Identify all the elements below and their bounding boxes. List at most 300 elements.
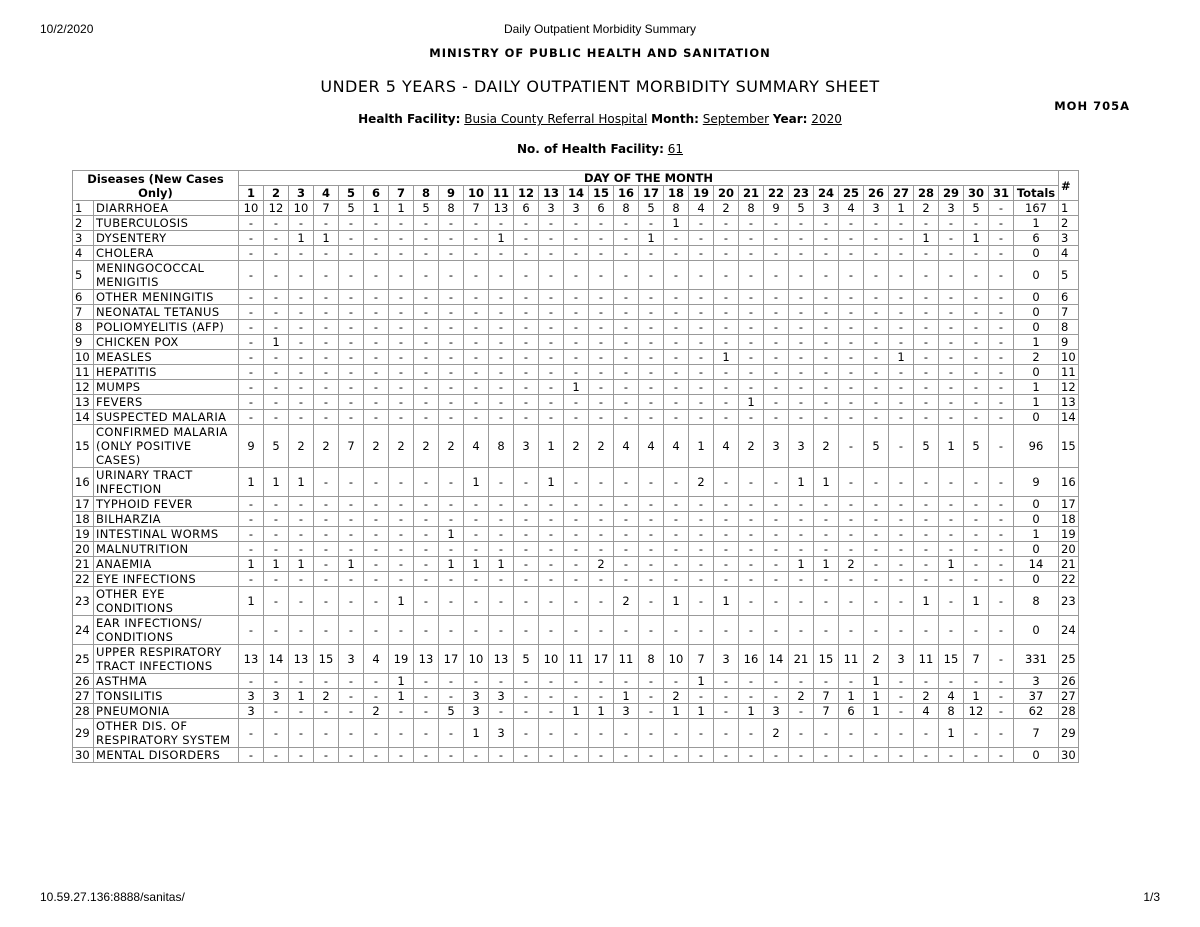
day-count: -: [489, 410, 514, 425]
row-total: 1: [1014, 380, 1059, 395]
disease-name: MEASLES: [94, 350, 239, 365]
day-count: -: [714, 365, 739, 380]
day-count: 4: [939, 689, 964, 704]
day-count: -: [539, 689, 564, 704]
day-count: -: [414, 719, 439, 748]
day-header-15: 15: [589, 186, 614, 201]
row-total: 1: [1014, 216, 1059, 231]
day-count: -: [939, 231, 964, 246]
day-count: -: [789, 380, 814, 395]
day-count: 8: [439, 201, 464, 216]
day-count: -: [639, 748, 664, 763]
day-count: -: [539, 350, 564, 365]
day-count: -: [289, 350, 314, 365]
ministry-heading: MINISTRY OF PUBLIC HEALTH AND SANITATION: [429, 46, 771, 60]
day-count: -: [839, 616, 864, 645]
day-count: -: [714, 320, 739, 335]
day-count: -: [614, 365, 639, 380]
day-count: 3: [614, 704, 639, 719]
day-count: -: [889, 468, 914, 497]
day-count: -: [439, 216, 464, 231]
day-count: -: [814, 748, 839, 763]
table-row: [73, 335, 1079, 350]
table-row: [73, 425, 1079, 468]
day-count: 5: [964, 201, 989, 216]
day-count: -: [864, 587, 889, 616]
day-count: -: [564, 719, 589, 748]
day-count: -: [964, 305, 989, 320]
day-count: 1: [264, 335, 289, 350]
day-count: -: [964, 350, 989, 365]
day-count: -: [639, 365, 664, 380]
day-count: -: [539, 512, 564, 527]
day-count: -: [714, 674, 739, 689]
day-count: -: [839, 512, 864, 527]
day-count: -: [239, 527, 264, 542]
day-count: -: [264, 395, 289, 410]
facility-count-value: 61: [667, 142, 684, 156]
day-header-10: 10: [464, 186, 489, 201]
day-count: -: [414, 689, 439, 704]
day-count: 15: [314, 645, 339, 674]
day-count: 1: [789, 468, 814, 497]
day-count: -: [814, 365, 839, 380]
day-count: -: [539, 261, 564, 290]
day-count: -: [314, 261, 339, 290]
table-row: [73, 527, 1079, 542]
day-count: -: [739, 572, 764, 587]
day-count: -: [939, 335, 964, 350]
day-count: -: [464, 350, 489, 365]
day-count: 9: [764, 201, 789, 216]
day-count: 3: [539, 201, 564, 216]
day-count: 3: [714, 645, 739, 674]
day-count: -: [339, 719, 364, 748]
row-total: 1: [1014, 527, 1059, 542]
day-count: -: [914, 395, 939, 410]
form-code: MOH 705A: [1054, 99, 1130, 113]
day-count: -: [889, 216, 914, 231]
day-count: -: [439, 572, 464, 587]
day-count: 1: [289, 468, 314, 497]
table-row: [73, 689, 1079, 704]
hash-header: #: [1059, 171, 1079, 201]
day-count: -: [639, 572, 664, 587]
day-count: -: [789, 246, 814, 261]
day-count: -: [839, 748, 864, 763]
row-number-right: 12: [1059, 380, 1079, 395]
day-count: -: [539, 395, 564, 410]
day-count: -: [314, 468, 339, 497]
day-count: 2: [564, 425, 589, 468]
disease-name: INTESTINAL WORMS: [94, 527, 239, 542]
row-total: 0: [1014, 305, 1059, 320]
day-count: 1: [889, 201, 914, 216]
day-count: -: [514, 410, 539, 425]
day-count: -: [339, 365, 364, 380]
day-count: -: [539, 719, 564, 748]
day-count: 3: [489, 719, 514, 748]
day-count: -: [689, 246, 714, 261]
day-count: -: [464, 497, 489, 512]
day-count: 3: [264, 689, 289, 704]
day-count: -: [364, 616, 389, 645]
day-count: -: [489, 305, 514, 320]
row-total: 1: [1014, 335, 1059, 350]
day-count: 1: [264, 468, 289, 497]
day-count: -: [614, 261, 639, 290]
day-count: 5: [514, 645, 539, 674]
day-count: 1: [439, 557, 464, 572]
day-count: -: [389, 350, 414, 365]
day-count: -: [689, 497, 714, 512]
day-count: -: [389, 320, 414, 335]
day-count: -: [814, 305, 839, 320]
day-count: -: [239, 542, 264, 557]
day-count: -: [389, 748, 414, 763]
day-count: -: [764, 468, 789, 497]
day-count: -: [339, 246, 364, 261]
disease-name: NEONATAL TETANUS: [94, 305, 239, 320]
day-count: 4: [664, 425, 689, 468]
morbidity-table: [72, 170, 1079, 763]
day-count: -: [839, 572, 864, 587]
day-count: 1: [464, 468, 489, 497]
day-count: -: [464, 395, 489, 410]
sheet-title: UNDER 5 YEARS - DAILY OUTPATIENT MORBIDITY SUMMARY SHEET: [320, 77, 880, 96]
day-count: -: [989, 587, 1014, 616]
row-number-right: 15: [1059, 425, 1079, 468]
day-count: -: [414, 527, 439, 542]
row-number: 15: [73, 425, 94, 468]
day-count: -: [639, 557, 664, 572]
day-count: -: [339, 350, 364, 365]
day-header-2: 2: [264, 186, 289, 201]
disease-name: TUBERCULOSIS: [94, 216, 239, 231]
day-count: -: [589, 231, 614, 246]
day-header-11: 11: [489, 186, 514, 201]
day-count: -: [964, 335, 989, 350]
day-count: -: [264, 572, 289, 587]
day-count: -: [414, 512, 439, 527]
day-count: -: [739, 557, 764, 572]
day-count: -: [389, 395, 414, 410]
day-count: -: [339, 572, 364, 587]
day-count: -: [289, 320, 314, 335]
day-count: 1: [264, 557, 289, 572]
row-number: 1: [73, 201, 94, 216]
day-count: -: [989, 246, 1014, 261]
day-count: -: [864, 246, 889, 261]
day-count: -: [739, 527, 764, 542]
day-count: -: [689, 557, 714, 572]
day-count: -: [314, 674, 339, 689]
table-row: [73, 231, 1079, 246]
day-count: -: [689, 527, 714, 542]
day-count: -: [989, 231, 1014, 246]
day-count: 13: [489, 645, 514, 674]
day-count: 1: [239, 557, 264, 572]
row-number: 29: [73, 719, 94, 748]
day-count: -: [389, 497, 414, 512]
day-count: -: [514, 246, 539, 261]
row-number-right: 1: [1059, 201, 1079, 216]
day-count: -: [939, 527, 964, 542]
day-count: 2: [764, 719, 789, 748]
day-count: -: [239, 512, 264, 527]
day-count: -: [289, 527, 314, 542]
day-count: -: [664, 410, 689, 425]
day-count: -: [914, 616, 939, 645]
day-count: -: [464, 616, 489, 645]
day-count: -: [264, 497, 289, 512]
day-count: 13: [489, 201, 514, 216]
day-count: 10: [664, 645, 689, 674]
day-count: -: [989, 512, 1014, 527]
day-count: -: [439, 320, 464, 335]
day-count: 3: [789, 425, 814, 468]
day-count: -: [914, 527, 939, 542]
day-header-24: 24: [814, 186, 839, 201]
day-count: -: [789, 542, 814, 557]
day-count: -: [364, 587, 389, 616]
day-count: -: [989, 425, 1014, 468]
day-count: -: [789, 261, 814, 290]
day-count: -: [364, 410, 389, 425]
day-count: -: [989, 261, 1014, 290]
day-count: -: [289, 572, 314, 587]
day-count: -: [489, 365, 514, 380]
day-count: -: [589, 290, 614, 305]
day-count: -: [264, 246, 289, 261]
disease-name: UPPER RESPIRATORY TRACT INFECTIONS: [94, 645, 239, 674]
day-count: -: [289, 216, 314, 231]
day-count: -: [589, 616, 614, 645]
day-count: -: [764, 305, 789, 320]
day-count: -: [314, 365, 339, 380]
day-count: -: [714, 468, 739, 497]
day-count: 15: [939, 645, 964, 674]
day-count: -: [314, 587, 339, 616]
day-count: 8: [939, 704, 964, 719]
day-count: -: [314, 512, 339, 527]
day-count: -: [839, 320, 864, 335]
row-number-right: 11: [1059, 365, 1079, 380]
year-value: 2020: [811, 112, 842, 126]
day-count: -: [739, 216, 764, 231]
day-count: -: [939, 216, 964, 231]
day-count: -: [439, 350, 464, 365]
day-count: 4: [614, 425, 639, 468]
day-count: -: [714, 542, 739, 557]
day-count: -: [514, 527, 539, 542]
day-count: -: [864, 468, 889, 497]
day-count: 3: [564, 201, 589, 216]
day-count: -: [889, 748, 914, 763]
table-row: [73, 616, 1079, 645]
day-count: -: [414, 395, 439, 410]
day-count: 1: [489, 231, 514, 246]
disease-name: TONSILITIS: [94, 689, 239, 704]
day-count: -: [964, 497, 989, 512]
day-count: -: [489, 497, 514, 512]
day-count: -: [439, 246, 464, 261]
table-row: [73, 201, 1079, 216]
day-count: -: [339, 320, 364, 335]
day-count: -: [914, 748, 939, 763]
row-number: 22: [73, 572, 94, 587]
day-count: -: [564, 335, 589, 350]
day-count: -: [414, 320, 439, 335]
day-count: -: [864, 216, 889, 231]
day-count: -: [339, 380, 364, 395]
day-count: -: [739, 261, 764, 290]
day-count: -: [664, 380, 689, 395]
day-count: -: [889, 689, 914, 704]
day-count: -: [289, 290, 314, 305]
day-count: -: [339, 527, 364, 542]
day-count: -: [364, 320, 389, 335]
day-count: 3: [464, 704, 489, 719]
disease-name: BILHARZIA: [94, 512, 239, 527]
day-count: 1: [689, 704, 714, 719]
row-number: 17: [73, 497, 94, 512]
day-count: -: [989, 542, 1014, 557]
row-total: 0: [1014, 616, 1059, 645]
disease-name: MALNUTRITION: [94, 542, 239, 557]
disease-name: EAR INFECTIONS/ CONDITIONS: [94, 616, 239, 645]
day-count: -: [239, 497, 264, 512]
day-count: 1: [914, 231, 939, 246]
day-count: -: [589, 674, 614, 689]
disease-name: FEVERS: [94, 395, 239, 410]
day-count: -: [514, 395, 539, 410]
day-count: -: [664, 542, 689, 557]
day-count: 10: [289, 201, 314, 216]
day-count: -: [989, 468, 1014, 497]
row-number-right: 19: [1059, 527, 1079, 542]
day-count: -: [939, 395, 964, 410]
day-count: -: [589, 748, 614, 763]
day-count: -: [789, 410, 814, 425]
day-count: -: [364, 674, 389, 689]
day-count: -: [514, 380, 539, 395]
row-number-right: 24: [1059, 616, 1079, 645]
day-count: -: [264, 365, 289, 380]
day-count: 1: [564, 704, 589, 719]
day-count: 5: [414, 201, 439, 216]
day-count: 8: [489, 425, 514, 468]
table-row: [73, 261, 1079, 290]
day-header-18: 18: [664, 186, 689, 201]
day-count: 2: [414, 425, 439, 468]
day-count: -: [264, 320, 289, 335]
day-count: -: [839, 335, 864, 350]
day-count: -: [989, 201, 1014, 216]
day-count: -: [414, 231, 439, 246]
day-count: -: [564, 395, 589, 410]
year-label: Year:: [772, 112, 808, 126]
row-total: 0: [1014, 542, 1059, 557]
row-number: 5: [73, 261, 94, 290]
day-count: -: [414, 216, 439, 231]
day-count: -: [764, 231, 789, 246]
day-count: -: [614, 290, 639, 305]
day-count: -: [889, 231, 914, 246]
day-count: -: [664, 261, 689, 290]
day-count: -: [414, 350, 439, 365]
day-count: 1: [664, 216, 689, 231]
day-count: 2: [714, 201, 739, 216]
row-number: 21: [73, 557, 94, 572]
day-count: 17: [589, 645, 614, 674]
disease-name: CHOLERA: [94, 246, 239, 261]
day-count: -: [489, 380, 514, 395]
row-number: 25: [73, 645, 94, 674]
day-count: -: [589, 497, 614, 512]
day-count: -: [714, 216, 739, 231]
day-count: -: [889, 395, 914, 410]
day-count: -: [289, 395, 314, 410]
day-count: -: [664, 290, 689, 305]
day-count: -: [814, 616, 839, 645]
day-count: 1: [539, 468, 564, 497]
day-count: -: [814, 410, 839, 425]
day-count: -: [339, 290, 364, 305]
day-count: -: [389, 719, 414, 748]
day-count: 2: [839, 557, 864, 572]
day-count: -: [989, 689, 1014, 704]
day-count: -: [614, 542, 639, 557]
day-count: -: [414, 542, 439, 557]
day-count: -: [239, 674, 264, 689]
row-total: 96: [1014, 425, 1059, 468]
day-count: -: [514, 231, 539, 246]
day-count: -: [864, 719, 889, 748]
facility-line: [0, 112, 1200, 126]
diseases-header: Diseases (New Cases Only): [73, 171, 239, 201]
day-header-17: 17: [639, 186, 664, 201]
day-count: 19: [389, 645, 414, 674]
day-count: -: [564, 365, 589, 380]
day-count: -: [739, 290, 764, 305]
row-number: 27: [73, 689, 94, 704]
day-count: 14: [264, 645, 289, 674]
day-count: -: [764, 395, 789, 410]
day-count: -: [939, 468, 964, 497]
table-row: [73, 497, 1079, 512]
day-count: -: [564, 689, 589, 704]
day-count: -: [464, 748, 489, 763]
day-count: 1: [239, 468, 264, 497]
day-count: -: [589, 261, 614, 290]
day-count: -: [614, 246, 639, 261]
row-number-right: 13: [1059, 395, 1079, 410]
day-count: 1: [289, 557, 314, 572]
day-count: -: [339, 216, 364, 231]
day-count: -: [639, 305, 664, 320]
day-count: 7: [814, 704, 839, 719]
row-number-right: 17: [1059, 497, 1079, 512]
day-count: -: [939, 616, 964, 645]
day-count: -: [714, 410, 739, 425]
day-count: -: [239, 305, 264, 320]
day-count: -: [564, 748, 589, 763]
day-count: -: [914, 216, 939, 231]
table-row: [73, 246, 1079, 261]
day-count: -: [264, 719, 289, 748]
day-count: 11: [914, 645, 939, 674]
